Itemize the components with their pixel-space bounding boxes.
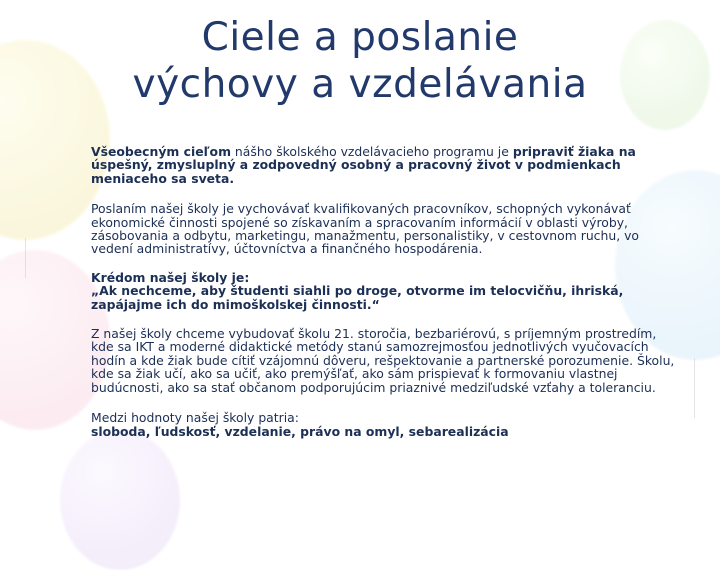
credo-paragraph [91,271,681,311]
slide-title-line-2: výchovy a vzdelávania [132,62,588,107]
balloon-string [694,358,695,418]
goal-emphasis: pripraviť žiaka na úspešný, zmysluplný a zodpovedný osobný a pracovný život v podmienkach meniaceho sa sveta. [91,144,636,186]
goal-paragraph [91,145,681,185]
slide-title [0,14,720,108]
slide-body [91,145,681,453]
credo-heading: Krédom našej školy je: [91,269,250,285]
mission-paragraph: Poslaním našej školy je vychovávať kvalifikovaných pracovníkov, schopných vykonávať ekonomické činnosti spojené so získavaním a spracovaním informácií v oblasti výroby, zásobovania a odbytu, marketingu, manažmentu, personalistiky, v cestovnom ruchu, vo vedení administratívy, účtovníctva a finančného hospodárenia. [91,201,639,257]
values-list: sloboda, ľudskosť, vzdelanie, právo na omyl, sebarealizácia [91,423,509,439]
credo-quote: „Ak nechceme, aby študenti siahli po droge, otvorme im telocvičňu, ihriská, zapájajme ich do mimoškolskej činnosti.“ [91,283,624,312]
values-heading: Medzi hodnoty našej školy patria: [91,410,299,426]
goal-text: nášho školského vzdelávacieho programu je [230,144,513,159]
goal-lead: Všeobecným cieľom [91,144,231,159]
slide-title-line-1: Ciele a poslanie [201,15,519,60]
balloon-string [25,238,26,278]
vision-paragraph: Z našej školy chceme vybudovať školu 21. storočia, bezbariérovú, s príjemným prostredím, kde sa IKT a moderné didaktické metódy stanú samozrejmosťou jednotlivých vyučovacích hodín a kde žiak bude cítiť vzájomnú dôveru, rešpektovanie a partnerské porozumenie. Školu, kde sa žiak učí, ako sa učiť, ako premýšľať, ako sám prispievať k formovaniu vlastnej budúcnosti, ako sa stať občanom podporujúcim priaznivé medziľudské vzťahy a toleranciu. [91,326,675,395]
values-paragraph [91,411,681,438]
